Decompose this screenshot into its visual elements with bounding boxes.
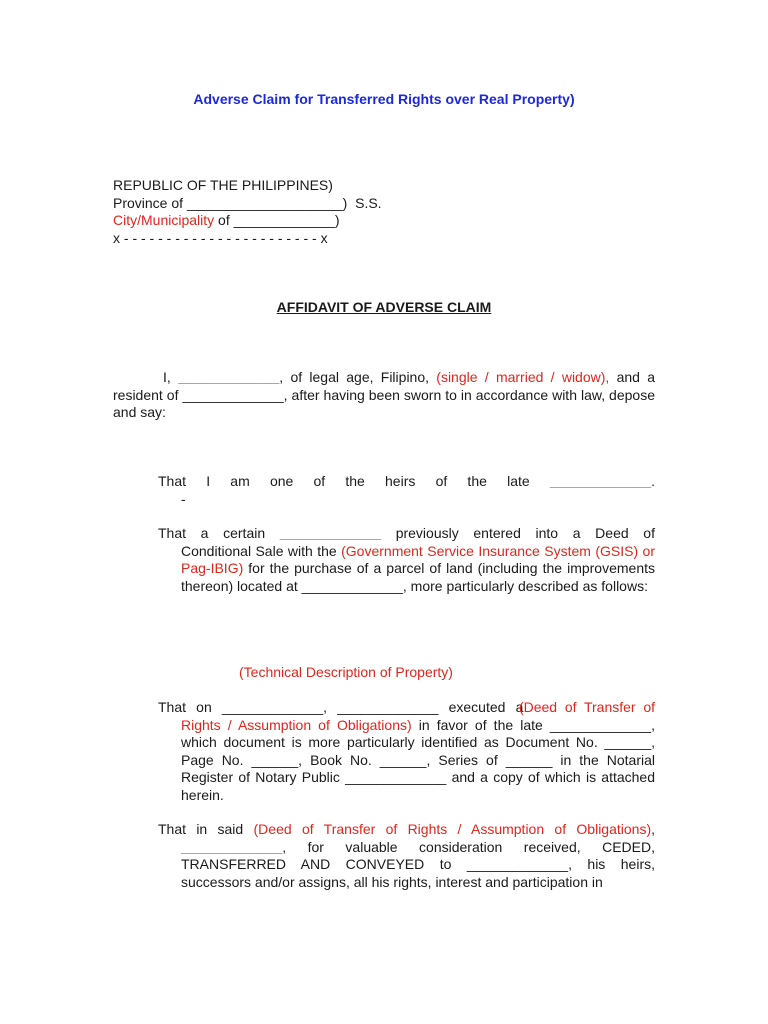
deed-of-sale-text-b: previously entered into a Deed of [381, 525, 655, 541]
venue-ss: ) S.S. [342, 194, 382, 211]
conveyance-comma: , [651, 821, 655, 837]
venue-separator: x - - - - - - - - - - - - - - - - - - - - - - - x [113, 229, 328, 246]
location-blank: _____________ [301, 577, 403, 594]
paragraph-heirs-line [158, 473, 655, 491]
deed-of-sale-text-a: That a certain [158, 525, 280, 541]
deed-of-sale-text-d: for the purchase of a parcel of land (including the improvements thereon) located at [181, 560, 655, 594]
heirs-period: . [651, 473, 655, 489]
civil-status-options: (single / married / widow), [436, 369, 610, 385]
transfer-date-blank: _____________, _____________ [221, 699, 439, 715]
residence-blank: _____________ [182, 386, 284, 403]
conveyance-body [181, 839, 655, 892]
venue-republic: REPUBLIC OF THE PHILIPPINES) [113, 177, 333, 193]
transfer-text-c: in favor of the late [411, 716, 550, 733]
deceased-name-blank: _____________ [549, 473, 652, 489]
paragraph-deed-of-sale [158, 525, 655, 595]
intro-text-b: , of legal age, Filipino, [279, 369, 437, 385]
conveyance-deed-type: (Deed of Transfer of Rights / Assumption of Obligations) [253, 821, 652, 837]
paragraph-transfer [158, 699, 655, 804]
intro-text-a: I, [163, 369, 179, 385]
venue-city-close: ) [334, 212, 340, 228]
transfer-text-a: That on [158, 699, 222, 715]
document-title: Adverse Claim for Transferred Rights over Real Property) [193, 91, 575, 107]
venue-city-blank: _____________ [233, 212, 335, 228]
heirs-dash: - [181, 490, 186, 507]
transfer-text-d: , which document is more particularly identified as Document No. ______, Page No. ______, Book No. ______, Series of ______ in the Notarial Register of Notary Public [181, 716, 655, 785]
deed-of-sale-first-line [158, 525, 655, 543]
intro-text-d: , after having been sworn to in accordance with law, depose and say: [113, 386, 655, 420]
intro-paragraph [113, 369, 655, 422]
deed-of-sale-body [181, 543, 655, 596]
venue-province [113, 195, 382, 213]
deed-of-sale-text-c: Conditional Sale with the [181, 542, 342, 559]
vendee-name-blank: _____________ [279, 525, 382, 541]
venue-city-of: of [214, 212, 234, 228]
venue-city-label: City/Municipality [113, 212, 215, 228]
venue-province-blank: ____________________ [186, 194, 343, 211]
transfer-text-b: executed a [438, 699, 534, 715]
paragraph-conveyance [158, 821, 655, 891]
transfer-text-e: and a copy of which is attached herein. [181, 769, 656, 803]
grantor-blank: _____________ [181, 838, 283, 855]
technical-description: (Technical Description of Property) [239, 664, 453, 680]
affidavit-heading: AFFIDAVIT OF ADVERSE CLAIM [276, 299, 492, 315]
transferee-blank: _____________ [549, 716, 652, 733]
heirs-text: That I am one of the heirs of the late [158, 473, 550, 489]
venue-block [113, 177, 382, 247]
conveyance-text-a: That in said [158, 821, 254, 837]
affiant-name-blank: _____________ [178, 369, 280, 385]
conveyance-text-d: , his heirs, successors and/or assigns, all his rights, interest and participation in [181, 856, 655, 890]
conveyance-text-c: , for valuable consideration received, CEDED, TRANSFERRED AND CONVEYED to [181, 838, 655, 872]
venue-province-label: Province of [113, 194, 187, 211]
notary-public-blank: _____________ [345, 769, 447, 785]
transfer-body [181, 699, 655, 804]
venue-city [113, 212, 382, 230]
grantee-blank: _____________ [466, 856, 569, 872]
intro-text-c: and a resident of [113, 369, 655, 403]
conveyance-first-line [158, 821, 655, 839]
paragraph-heirs [158, 473, 655, 508]
transfer-deed-type: (Deed of Transfer of Rights / Assumption of Obligations) [181, 699, 655, 733]
agency-options: (Government Service Insurance System (GSIS) or Pag-IBIG) [181, 542, 655, 576]
deed-of-sale-text-e: , more particularly described as follows: [402, 577, 648, 594]
